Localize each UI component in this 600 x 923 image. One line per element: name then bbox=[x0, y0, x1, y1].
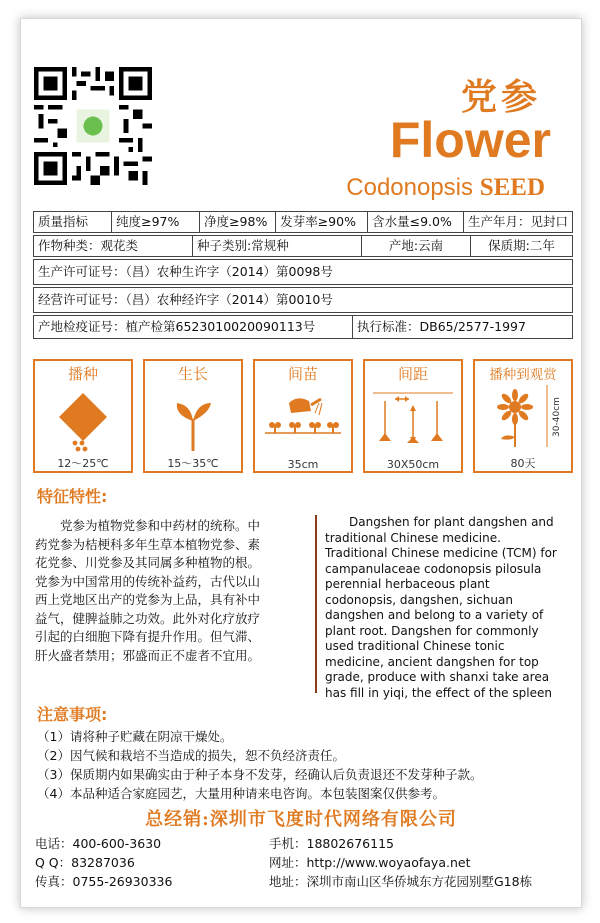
desc-en-line: plant root. Dangshen for commonly bbox=[325, 623, 539, 638]
watering-can-icon bbox=[255, 381, 351, 455]
website: 网址：http://www.woyaofaya.net bbox=[269, 855, 471, 870]
step-label: 播种 bbox=[67, 365, 98, 383]
seed-label: SEED bbox=[479, 174, 545, 201]
diamond-seed-icon bbox=[35, 381, 131, 455]
sprout-icon bbox=[145, 381, 241, 455]
step-growth bbox=[143, 359, 243, 473]
seed-category: 种子类别:常规种 bbox=[193, 236, 362, 256]
note-item: （4）本品种适合家庭园艺，大量用种请来电咨询。本包装图案仅供参考。 bbox=[37, 786, 445, 801]
production-license: 生产许可证号：（昌）农种生许字（2014）第0098号 bbox=[38, 264, 333, 279]
crop-type: 作物种类：观花类 bbox=[34, 236, 193, 256]
step-thinning bbox=[253, 359, 353, 473]
mobile: 手机：18802676115 bbox=[269, 836, 394, 851]
desc-cn-line: 党参为植物党参和中药材的统称。中 bbox=[60, 518, 261, 533]
contact-right bbox=[269, 834, 532, 891]
qr-code-icon bbox=[33, 67, 153, 185]
notes-list bbox=[37, 727, 482, 803]
production-license-row bbox=[33, 259, 573, 285]
origin: 产地:云南 bbox=[362, 236, 471, 256]
desc-en-line: used traditional Chinese tonic bbox=[325, 639, 505, 653]
quarantine: 产地检疫证号：植产检第6523010020090113号 bbox=[34, 316, 353, 338]
quality-row bbox=[33, 211, 573, 233]
step-label: 间苗 bbox=[287, 365, 318, 383]
purity: 纯度≥97% bbox=[112, 212, 200, 232]
crop-row bbox=[33, 235, 573, 257]
height-label: 30-40cm bbox=[552, 397, 562, 437]
fax: 传真：0755-26930336 bbox=[35, 874, 173, 889]
product-title-en: Flower bbox=[389, 112, 551, 168]
qq: Q Q：83287036 bbox=[35, 855, 135, 870]
desc-en-line: codonopsis, dangshen, sichuan bbox=[325, 592, 513, 607]
desc-en-line: has fill in yiqi, the effect of the spleen bbox=[325, 685, 552, 700]
address: 地址：深圳市南山区华侨城东方花园别墅G18栋 bbox=[269, 874, 533, 889]
note-item: （3）保质期内如果确实由于种子本身不发芽，经确认后负责退还不发芽种子款。 bbox=[37, 767, 483, 782]
latin-name: Codonopsis bbox=[346, 174, 474, 201]
shelf-life: 保质期:二年 bbox=[488, 238, 555, 253]
seed-packet bbox=[20, 18, 582, 908]
business-license: 经营许可证号：（昌）农种经许字（2014）第0010号 bbox=[38, 292, 333, 307]
desc-en-line: Traditional Chinese medicine (TCM) for bbox=[325, 546, 557, 560]
business-license-row bbox=[33, 287, 573, 313]
desc-cn-line: 肝火盛者禁用；邪盛而正不虚者不宜用。 bbox=[35, 647, 261, 663]
desc-en-line: traditional Chinese medicine. bbox=[325, 530, 501, 545]
sunflower-icon bbox=[475, 381, 571, 455]
desc-cn-line: 引起的白细胞下降有提升作用。但气滞、 bbox=[35, 629, 261, 644]
product-subtitle bbox=[346, 174, 545, 202]
product-title-cn: 党参 bbox=[460, 76, 541, 118]
notes-title: 注意事项: bbox=[37, 705, 108, 724]
desc-en-line: medicine, ancient dangshen for top bbox=[325, 654, 539, 669]
desc-en-line: Dangshen for plant dangshen and bbox=[349, 515, 554, 529]
step-caption: 12～25℃ bbox=[57, 457, 109, 470]
planting-steps bbox=[33, 359, 573, 475]
contact-left bbox=[35, 834, 172, 891]
description-en bbox=[315, 515, 579, 700]
step-caption: 35cm bbox=[287, 458, 319, 471]
desc-en-line: dangshen and belong to a variety of bbox=[325, 608, 544, 622]
step-label: 间距 bbox=[397, 365, 428, 383]
note-item: （1）请将种子贮藏在阴凉干燥处。 bbox=[37, 729, 233, 744]
desc-en-line: grade, produce with shanxi take area bbox=[325, 670, 550, 684]
spacing-arrows-icon bbox=[365, 381, 461, 455]
step-sowing bbox=[33, 359, 133, 473]
features-title: 特征特性: bbox=[37, 487, 108, 506]
production-date: 生产年月：见封口 bbox=[467, 214, 568, 229]
phone: 电话：400-600-3630 bbox=[35, 836, 162, 851]
standard: 执行标准：DB65/2577-1997 bbox=[357, 319, 526, 334]
description-cn bbox=[35, 517, 295, 665]
quality-label: 质量指标 bbox=[34, 212, 112, 232]
quarantine-row bbox=[33, 315, 573, 339]
desc-cn-line: 益气，健脾益肺之功效。此外对化疗放疗 bbox=[35, 610, 261, 626]
desc-cn-line: 党参为中国常用的传统补益药，古代以山 bbox=[35, 573, 261, 589]
note-item: （2）因气候和栽培不当造成的损失，恕不负经济责任。 bbox=[37, 748, 345, 763]
desc-cn-line: 西上党地区出产的党参为上品，具有补中 bbox=[35, 592, 261, 607]
germination: 发芽率≥90% bbox=[276, 212, 368, 232]
step-caption: 30X50cm bbox=[386, 458, 440, 471]
desc-en-line: campanulaceae codonopsis pilosula bbox=[325, 561, 542, 576]
desc-en-line: perennial herbaceous plant bbox=[325, 577, 490, 591]
step-caption: 15～35℃ bbox=[167, 457, 219, 470]
desc-cn-line: 花党参、川党参及其同属多种植物的根。 bbox=[35, 555, 261, 570]
step-label: 生长 bbox=[177, 365, 208, 383]
step-spacing bbox=[363, 359, 463, 473]
distributor: 总经销:深圳市飞度时代网络有限公司 bbox=[145, 809, 457, 830]
cleanliness: 净度≥98% bbox=[200, 212, 276, 232]
desc-cn-line: 药党参为桔梗科多年生草本植物党参、素 bbox=[35, 536, 261, 552]
step-label: 播种到观赏 bbox=[489, 367, 557, 383]
step-bloom bbox=[473, 359, 573, 473]
step-caption: 80天 bbox=[510, 457, 536, 470]
moisture: 含水量≤9.0% bbox=[368, 212, 464, 232]
